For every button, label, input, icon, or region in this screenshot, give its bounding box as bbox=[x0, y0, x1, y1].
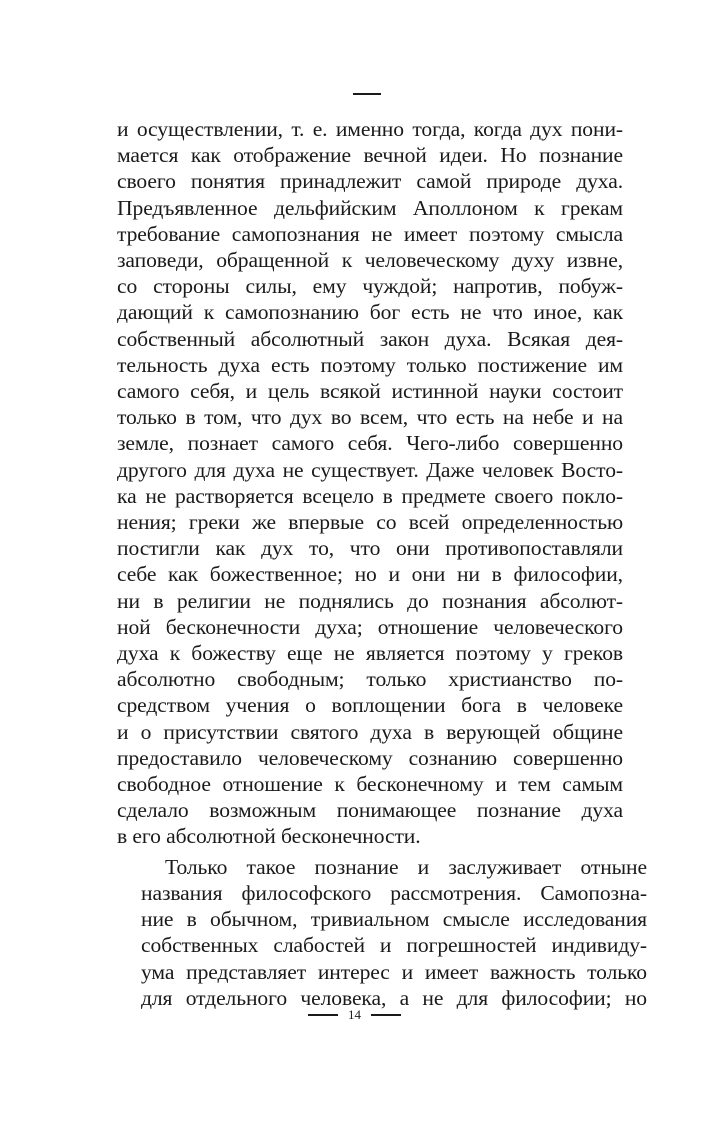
footer-dash-right bbox=[371, 1014, 401, 1016]
text-line: заповеди, обращенной к человеческому духу извне, bbox=[117, 248, 623, 273]
text-line: и осуществлении, т. е. именно тогда, когда дух пони- bbox=[117, 117, 623, 141]
text-line: другого для духа не существует. Даже человек Восто- bbox=[117, 457, 623, 482]
text-line: ни в религии не поднялись до познания абсолют- bbox=[117, 588, 623, 613]
text-line: себе как божественное; но и они ни в философии, bbox=[117, 562, 623, 587]
text-line: предоставило человеческому сознанию совершенно bbox=[117, 745, 623, 770]
text-line: свободное отношение к бесконечному и тем самым bbox=[117, 772, 623, 797]
text-line: тельность духа есть поэтому только постижение им bbox=[117, 352, 623, 377]
text-line: требование самопознания не имеет поэтому смысла bbox=[117, 221, 623, 246]
text-line: только в том, что дух во всем, что есть на небе и на bbox=[117, 405, 623, 430]
text-line: духа к божеству еще не является поэтому у греков bbox=[117, 641, 623, 666]
footer-dash-left bbox=[308, 1014, 338, 1016]
header-rule bbox=[353, 93, 381, 95]
paragraph-2 bbox=[117, 854, 647, 1011]
text-line: самого себя, и цель всякой истинной науки состоит bbox=[117, 379, 623, 404]
text-line: ной бесконечности духа; отношение человеческого bbox=[117, 614, 623, 639]
text-line: ума представляет интерес и имеет важность только bbox=[141, 959, 647, 984]
text-line: в его абсолютной бесконечности. bbox=[117, 824, 421, 849]
text-line: своего понятия принадлежит самой природе духа. bbox=[117, 169, 623, 194]
text-line: постигли как дух то, что они противопоставляли bbox=[117, 536, 623, 561]
text-line: абсолютно свободным; только христианство по- bbox=[117, 667, 623, 692]
text-line: для отдельного человека, а не для философии; но bbox=[141, 985, 647, 1010]
text-line: мается как отображение вечной идеи. Но познание bbox=[117, 143, 623, 168]
text-line: собственных слабостей и погрешностей индивиду- bbox=[141, 933, 647, 958]
text-line: сделало возможным понимающее познание духа bbox=[117, 798, 623, 823]
page-number: 14 bbox=[348, 1007, 361, 1022]
text-line: ние в обычном, тривиальном смысле исследования bbox=[141, 907, 647, 932]
text-line: средством учения о воплощении бога в человеке bbox=[117, 693, 623, 718]
text-line: Только такое познание и заслуживает отныне bbox=[165, 854, 647, 879]
text-line: со стороны силы, ему чуждой; напротив, побуж- bbox=[117, 274, 623, 299]
text-line: нения; греки же впервые со всей определенностью bbox=[117, 510, 623, 535]
body-text bbox=[117, 116, 647, 1011]
text-line: ка не растворяется всецело в предмете своего покло- bbox=[117, 483, 623, 508]
text-line: и о присутствии святого духа в верующей общине bbox=[117, 719, 623, 744]
text-line: собственный абсолютный закон духа. Всякая дея- bbox=[117, 326, 623, 351]
text-line: названия философского рассмотрения. Самопозна- bbox=[141, 880, 647, 905]
page-footer bbox=[0, 1005, 709, 1025]
text-line: дающий к самопознанию бог есть не что иное, как bbox=[117, 300, 623, 325]
text-line: Предъявленное дельфийским Аполлоном к грекам bbox=[117, 195, 623, 220]
paragraph-1 bbox=[117, 116, 623, 850]
text-line: земле, познает самого себя. Чего-либо совершенно bbox=[117, 431, 623, 456]
